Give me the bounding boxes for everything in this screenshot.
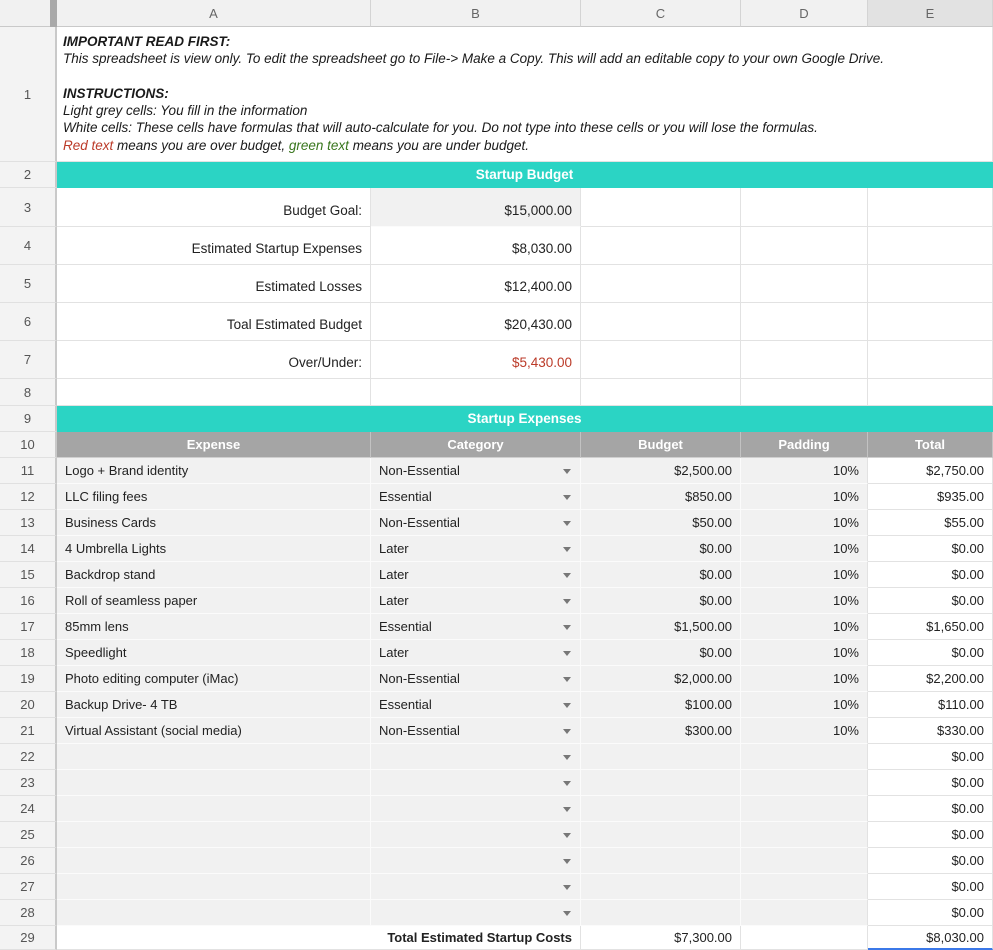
padding-cell[interactable]: [741, 770, 868, 796]
expense-name-cell[interactable]: LLC filing fees: [57, 484, 371, 510]
expense-name-cell[interactable]: [57, 822, 371, 848]
freeze-divider: [50, 0, 57, 27]
empty-cell[interactable]: [581, 379, 741, 406]
empty-cell[interactable]: [741, 265, 868, 303]
budget-value-cell[interactable]: $5,430.00: [371, 341, 581, 379]
sheet-row: [0, 27, 993, 162]
sheet-row: [0, 406, 993, 432]
table-header-budget[interactable]: Budget: [581, 432, 741, 458]
expense-name-cell[interactable]: Roll of seamless paper: [57, 588, 371, 614]
total-cell[interactable]: $0.00: [868, 874, 993, 900]
category-dropdown-icon[interactable]: [563, 469, 571, 474]
category-cell[interactable]: [371, 744, 581, 770]
expense-name-cell[interactable]: Backup Drive- 4 TB: [57, 692, 371, 718]
total-cell[interactable]: $0.00: [868, 900, 993, 926]
total-cell[interactable]: $0.00: [868, 848, 993, 874]
expense-name-cell[interactable]: Backdrop stand: [57, 562, 371, 588]
row-header-25[interactable]: 25: [0, 822, 57, 848]
category-value: Later: [379, 645, 409, 660]
expense-name-cell[interactable]: [57, 744, 371, 770]
budget-amount-cell[interactable]: [581, 822, 741, 848]
budget-amount-cell[interactable]: $100.00: [581, 692, 741, 718]
padding-cell[interactable]: 10%: [741, 588, 868, 614]
category-cell[interactable]: [371, 640, 581, 666]
category-value: Essential: [379, 489, 432, 504]
padding-cell[interactable]: [741, 848, 868, 874]
total-cell[interactable]: $0.00: [868, 562, 993, 588]
expense-name-cell[interactable]: 4 Umbrella Lights: [57, 536, 371, 562]
category-cell[interactable]: [371, 536, 581, 562]
grand-total-cell[interactable]: $8,030.00: [868, 926, 993, 950]
category-value: Later: [379, 593, 409, 608]
row-header-13[interactable]: 13: [0, 510, 57, 536]
total-cell[interactable]: $2,750.00: [868, 458, 993, 484]
empty-cell[interactable]: [868, 188, 993, 227]
table-header-total[interactable]: Total: [868, 432, 993, 458]
category-cell[interactable]: [371, 666, 581, 692]
budget-value-cell[interactable]: $15,000.00: [371, 188, 581, 227]
category-dropdown-icon[interactable]: [563, 781, 571, 786]
budget-label-cell[interactable]: Over/Under:: [57, 341, 371, 379]
sheet-row: [0, 379, 993, 406]
empty-cell[interactable]: [581, 341, 741, 379]
category-dropdown-icon[interactable]: [563, 495, 571, 500]
sheet-row: [0, 666, 993, 692]
sheet-row: [0, 0, 993, 27]
empty-cell[interactable]: [581, 265, 741, 303]
total-cell[interactable]: $2,200.00: [868, 666, 993, 692]
column-header-d[interactable]: D: [741, 0, 868, 27]
expense-name-cell[interactable]: [57, 770, 371, 796]
category-value: Non-Essential: [379, 515, 460, 530]
category-value: Non-Essential: [379, 463, 460, 478]
total-cell[interactable]: $1,650.00: [868, 614, 993, 640]
total-cell[interactable]: $0.00: [868, 744, 993, 770]
total-cell[interactable]: $935.00: [868, 484, 993, 510]
empty-cell[interactable]: [741, 303, 868, 341]
category-dropdown-icon[interactable]: [563, 729, 571, 734]
empty-cell[interactable]: [868, 341, 993, 379]
category-value: Non-Essential: [379, 723, 460, 738]
category-dropdown-icon[interactable]: [563, 755, 571, 760]
total-budget-cell[interactable]: $7,300.00: [581, 926, 741, 950]
sheet-row: [0, 614, 993, 640]
row-header-10[interactable]: 10: [0, 432, 57, 458]
budget-label-cell[interactable]: Budget Goal:: [57, 188, 371, 227]
empty-cell[interactable]: [741, 379, 868, 406]
startup-budget-banner[interactable]: Startup Budget: [57, 162, 993, 188]
total-cell[interactable]: $55.00: [868, 510, 993, 536]
total-cell[interactable]: $0.00: [868, 770, 993, 796]
padding-cell[interactable]: 10%: [741, 562, 868, 588]
expense-name-cell[interactable]: Speedlight: [57, 640, 371, 666]
empty-cell[interactable]: [741, 926, 868, 950]
budget-value-cell[interactable]: $20,430.00: [371, 303, 581, 341]
row-header-19[interactable]: 19: [0, 666, 57, 692]
category-value: Later: [379, 567, 409, 582]
expense-name-cell[interactable]: Logo + Brand identity: [57, 458, 371, 484]
row-header-21[interactable]: 21: [0, 718, 57, 744]
table-header-expense[interactable]: Expense: [57, 432, 371, 458]
row-header-5[interactable]: 5: [0, 265, 57, 303]
sheet-row: [0, 900, 993, 926]
instruction-line: Light grey cells: You fill in the information: [63, 103, 308, 119]
budget-amount-cell[interactable]: $0.00: [581, 536, 741, 562]
table-header-category[interactable]: Category: [371, 432, 581, 458]
padding-cell[interactable]: 10%: [741, 484, 868, 510]
budget-amount-cell[interactable]: $1,500.00: [581, 614, 741, 640]
sheet-row: [0, 926, 993, 950]
category-cell[interactable]: [371, 484, 581, 510]
budget-value-cell[interactable]: $12,400.00: [371, 265, 581, 303]
empty-cell[interactable]: [581, 188, 741, 227]
sheet-row: [0, 188, 993, 227]
sheet-row: [0, 536, 993, 562]
padding-cell[interactable]: 10%: [741, 640, 868, 666]
column-header-b[interactable]: B: [371, 0, 581, 27]
expense-name-cell[interactable]: [57, 848, 371, 874]
startup-expenses-banner[interactable]: Startup Expenses: [57, 406, 993, 432]
sheet-row: [0, 874, 993, 900]
row-header-17[interactable]: 17: [0, 614, 57, 640]
category-cell[interactable]: [371, 796, 581, 822]
sheet-row: [0, 692, 993, 718]
row-header-14[interactable]: 14: [0, 536, 57, 562]
budget-label-cell[interactable]: Estimated Losses: [57, 265, 371, 303]
category-dropdown-icon[interactable]: [563, 807, 571, 812]
instruction-text-part: green text: [288, 137, 349, 153]
budget-label-cell[interactable]: Estimated Startup Expenses: [57, 227, 371, 265]
row-header-22[interactable]: 22: [0, 744, 57, 770]
row-header-3[interactable]: 3: [0, 188, 57, 227]
empty-cell[interactable]: [581, 227, 741, 265]
category-dropdown-icon[interactable]: [563, 573, 571, 578]
budget-label-cell[interactable]: Toal Estimated Budget: [57, 303, 371, 341]
category-cell[interactable]: [371, 900, 581, 926]
instruction-line: INSTRUCTIONS:: [63, 85, 169, 101]
column-header-a[interactable]: A: [57, 0, 371, 27]
sheet-row: [0, 822, 993, 848]
category-dropdown-icon[interactable]: [563, 833, 571, 838]
category-cell[interactable]: [371, 510, 581, 536]
category-dropdown-icon[interactable]: [563, 885, 571, 890]
row-header-27[interactable]: 27: [0, 874, 57, 900]
row-header-2[interactable]: 2: [0, 162, 57, 188]
total-cell[interactable]: $330.00: [868, 718, 993, 744]
expense-name-cell[interactable]: [57, 900, 371, 926]
row-header-11[interactable]: 11: [0, 458, 57, 484]
padding-cell[interactable]: 10%: [741, 666, 868, 692]
category-value: Essential: [379, 697, 432, 712]
category-dropdown-icon[interactable]: [563, 859, 571, 864]
sheet-row: [0, 510, 993, 536]
total-label-cell[interactable]: Total Estimated Startup Costs: [57, 926, 581, 950]
expense-name-cell[interactable]: Photo editing computer (iMac): [57, 666, 371, 692]
padding-cell[interactable]: 10%: [741, 536, 868, 562]
category-cell[interactable]: [371, 562, 581, 588]
instruction-text-part: means you are under budget.: [348, 137, 530, 153]
category-cell[interactable]: [371, 718, 581, 744]
budget-amount-cell[interactable]: $2,000.00: [581, 666, 741, 692]
row-header-1[interactable]: 1: [0, 27, 57, 162]
budget-amount-cell[interactable]: $0.00: [581, 640, 741, 666]
category-dropdown-icon[interactable]: [563, 651, 571, 656]
column-header-e[interactable]: E: [868, 0, 993, 27]
category-cell[interactable]: [371, 458, 581, 484]
category-dropdown-icon[interactable]: [563, 521, 571, 526]
select-all-corner[interactable]: [0, 0, 50, 27]
sheet-row: [0, 770, 993, 796]
instruction-text-part: Red text: [63, 137, 114, 153]
category-cell[interactable]: [371, 770, 581, 796]
category-value: Essential: [379, 619, 432, 634]
row-header-6[interactable]: 6: [0, 303, 57, 341]
total-cell[interactable]: $0.00: [868, 536, 993, 562]
empty-cell[interactable]: [868, 227, 993, 265]
instruction-line: IMPORTANT READ FIRST:: [63, 34, 231, 49]
budget-amount-cell[interactable]: $50.00: [581, 510, 741, 536]
table-header-padding[interactable]: Padding: [741, 432, 868, 458]
padding-cell[interactable]: [741, 796, 868, 822]
total-cell[interactable]: $110.00: [868, 692, 993, 718]
category-cell[interactable]: [371, 874, 581, 900]
budget-amount-cell[interactable]: $0.00: [581, 588, 741, 614]
category-dropdown-icon[interactable]: [563, 599, 571, 604]
sheet-row: [0, 458, 993, 484]
sheet-row: [0, 341, 993, 379]
sheet-row: [0, 432, 993, 458]
sheet-row: [0, 796, 993, 822]
row-header-29[interactable]: 29: [0, 926, 57, 950]
row-header-7[interactable]: 7: [0, 341, 57, 379]
row-header-4[interactable]: 4: [0, 227, 57, 265]
budget-amount-cell[interactable]: $850.00: [581, 484, 741, 510]
total-cell[interactable]: $0.00: [868, 822, 993, 848]
category-value: Non-Essential: [379, 671, 460, 686]
budget-value-cell[interactable]: $8,030.00: [371, 227, 581, 265]
category-cell[interactable]: [371, 588, 581, 614]
row-header-8[interactable]: 8: [0, 379, 57, 406]
category-dropdown-icon[interactable]: [563, 677, 571, 682]
empty-cell[interactable]: [741, 188, 868, 227]
budget-amount-cell[interactable]: [581, 874, 741, 900]
category-cell[interactable]: [371, 692, 581, 718]
expense-name-cell[interactable]: Business Cards: [57, 510, 371, 536]
budget-amount-cell[interactable]: [581, 770, 741, 796]
sheet-row: [0, 744, 993, 770]
row-header-24[interactable]: 24: [0, 796, 57, 822]
row-header-23[interactable]: 23: [0, 770, 57, 796]
empty-cell[interactable]: [741, 341, 868, 379]
sheet-row: [0, 848, 993, 874]
expense-name-cell[interactable]: 85mm lens: [57, 614, 371, 640]
total-cell[interactable]: $0.00: [868, 796, 993, 822]
sheet-row: [0, 227, 993, 265]
instructions-cell[interactable]: [57, 27, 993, 162]
expense-name-cell[interactable]: [57, 874, 371, 900]
row-header-18[interactable]: 18: [0, 640, 57, 666]
total-cell[interactable]: $0.00: [868, 640, 993, 666]
category-cell[interactable]: [371, 614, 581, 640]
category-dropdown-icon[interactable]: [563, 625, 571, 630]
row-header-28[interactable]: 28: [0, 900, 57, 926]
row-header-12[interactable]: 12: [0, 484, 57, 510]
expense-name-cell[interactable]: Virtual Assistant (social media): [57, 718, 371, 744]
instruction-line: [63, 137, 992, 154]
category-dropdown-icon[interactable]: [563, 911, 571, 916]
category-cell[interactable]: [371, 822, 581, 848]
instruction-line: [63, 68, 992, 85]
category-dropdown-icon[interactable]: [563, 547, 571, 552]
row-header-26[interactable]: 26: [0, 848, 57, 874]
empty-cell[interactable]: [741, 227, 868, 265]
padding-cell[interactable]: 10%: [741, 718, 868, 744]
budget-amount-cell[interactable]: $0.00: [581, 562, 741, 588]
padding-cell[interactable]: 10%: [741, 510, 868, 536]
category-cell[interactable]: [371, 848, 581, 874]
empty-cell[interactable]: [581, 303, 741, 341]
instruction-text-part: means you are over budget,: [113, 137, 289, 153]
sheet-row: [0, 265, 993, 303]
row-header-20[interactable]: 20: [0, 692, 57, 718]
empty-cell[interactable]: [371, 379, 581, 406]
empty-cell[interactable]: [57, 379, 371, 406]
row-header-9[interactable]: 9: [0, 406, 57, 432]
budget-amount-cell[interactable]: $2,500.00: [581, 458, 741, 484]
category-dropdown-icon[interactable]: [563, 703, 571, 708]
sheet-row: [0, 562, 993, 588]
sheet-row: [0, 640, 993, 666]
padding-cell[interactable]: 10%: [741, 458, 868, 484]
empty-cell[interactable]: [868, 303, 993, 341]
budget-amount-cell[interactable]: $300.00: [581, 718, 741, 744]
sheet-row: [0, 303, 993, 341]
padding-cell[interactable]: 10%: [741, 692, 868, 718]
total-cell[interactable]: $0.00: [868, 588, 993, 614]
row-header-16[interactable]: 16: [0, 588, 57, 614]
budget-amount-cell[interactable]: [581, 900, 741, 926]
sheet-row: [0, 162, 993, 188]
instruction-line: White cells: These cells have formulas that will auto-calculate for you. Do not type into these cells or you will lose the formulas.: [63, 120, 818, 136]
sheet-row: [0, 718, 993, 744]
column-header-c[interactable]: C: [581, 0, 741, 27]
expense-name-cell[interactable]: [57, 796, 371, 822]
instruction-line: This spreadsheet is view only. To edit the spreadsheet go to File-> Make a Copy. This will add an editable copy to your own Google Drive.: [63, 51, 885, 67]
budget-amount-cell[interactable]: [581, 796, 741, 822]
budget-amount-cell[interactable]: [581, 848, 741, 874]
budget-amount-cell[interactable]: [581, 744, 741, 770]
sheet-row: [0, 588, 993, 614]
category-value: Later: [379, 541, 409, 556]
row-header-15[interactable]: 15: [0, 562, 57, 588]
padding-cell[interactable]: [741, 874, 868, 900]
empty-cell[interactable]: [868, 379, 993, 406]
empty-cell[interactable]: [868, 265, 993, 303]
padding-cell[interactable]: [741, 900, 868, 926]
padding-cell[interactable]: 10%: [741, 614, 868, 640]
padding-cell[interactable]: [741, 744, 868, 770]
padding-cell[interactable]: [741, 822, 868, 848]
sheet-row: [0, 484, 993, 510]
